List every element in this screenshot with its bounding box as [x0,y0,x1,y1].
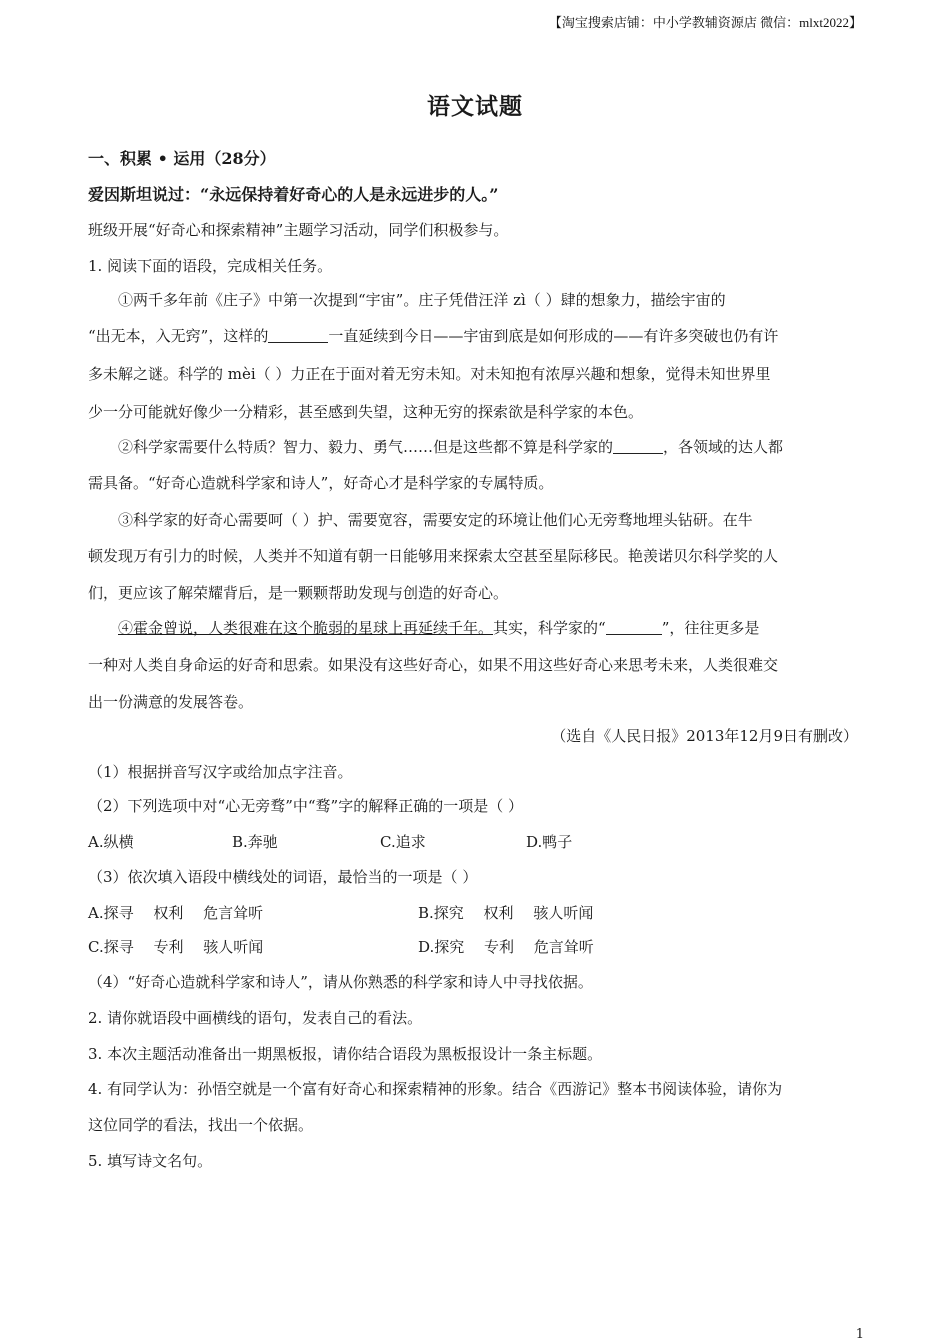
quote-line: 爱因斯坦说过：“永远保持着好奇心的人是永远进步的人。” [88,185,499,204]
para2-line1-b: ，各领域的达人都 [663,438,784,456]
para1-line4: 少一分可能就好像少一分精彩，甚至感到失望，这种无穷的探索欲是科学家的本色。 [88,403,644,421]
sub-question-4: （4）“好奇心造就科学家和诗人”，请从你熟悉的科学家和诗人中寻找依据。 [88,973,593,991]
para4-line1-b: ”，往往更多是 [661,619,760,637]
question-5: 5. 填写诗文名句。 [88,1152,213,1170]
option-2d: D.鸭子 [526,833,573,851]
para2-line1 [118,436,783,457]
question-4-line2: 这位同学的看法，找出一个依据。 [88,1116,314,1134]
para4-line2: 一种对人类自身命运的好奇和思索。如果没有这些好奇心，如果不用这些好奇心来思考未来，人类很难交 [88,656,779,674]
para4-line1 [118,617,759,638]
para3-line3: 们，更应该了解荣耀背后，是一颗颗帮助发现与创造的好奇心。 [88,584,509,602]
para3-line1: ③科学家的好奇心需要呵（ ）护、需要宽容，需要安定的环境让他们心无旁骛地埋头钻研。在牛 [118,511,753,529]
para1-line1: ①两千多年前《庄子》中第一次提到“宇宙”。庄子凭借汪洋 zì（ ）肆的想象力，描绘宇宙的 [118,291,726,309]
page-title: 语文试题 [427,93,523,120]
sub-question-3: （3）依次填入语段中横线处的词语，最恰当的一项是（ ） [88,868,478,886]
para1-line2-a: “出无本，入无窍”，这样的 [88,327,269,345]
fill-blank-2 [613,439,663,454]
sub-question-1: （1）根据拼音写汉字或给加点字注音。 [88,763,353,781]
question-1: 1. 阅读下面的语段，完成相关任务。 [88,257,333,275]
question-4-line1: 4. 有同学认为：孙悟空就是一个富有好奇心和探索精神的形象。结合《西游记》整本书阅读体验，请你为 [88,1080,783,1098]
para1-line3: 多未解之谜。科学的 mèi（ ）力正在于面对着无穷未知。对未知抱有浓厚兴趣和想象，觉得未知世界里 [88,365,771,383]
sub-question-2: （2）下列选项中对“心无旁骛”中“骛”字的解释正确的一项是（ ） [88,797,523,815]
fill-blank-3 [606,620,662,635]
question-2: 2. 请你就语段中画横线的语句，发表自己的看法。 [88,1009,423,1027]
para4-line1-a: 其实，科学家的“ [493,619,606,637]
source-citation: （选自《人民日报》2013年12月9日有删改） [551,727,858,745]
intro-line: 班级开展“好奇心和探索精神”主题学习活动，同学们积极参与。 [88,221,509,239]
page-number: 1 [855,1327,864,1342]
para2-line2: 需具备。“好奇心造就科学家和诗人”，好奇心才是科学家的专属特质。 [88,474,554,492]
section-heading: 一、积累 • 运用（28分） [88,149,276,168]
option-2b: B.奔驰 [232,833,278,851]
option-3b: B.探究 权利 骇人听闻 [418,904,594,922]
option-3a: A.探寻 权利 危言耸听 [88,904,264,922]
option-2c: C.追求 [380,833,426,851]
option-3d: D.探究 专利 危言耸听 [418,938,594,956]
question-3: 3. 本次主题活动准备出一期黑板报，请你结合语段为黑板报设计一条主标题。 [88,1045,603,1063]
para1-line2-b: 一直延续到今日——宇宙到底是如何形成的——有许多突破也仍有许 [328,327,779,345]
para1-line2 [88,325,778,346]
fill-blank-1 [268,328,328,343]
option-2a: A.纵横 [88,833,134,851]
header-ad-text: 【淘宝搜索店铺：中小学教辅资源店 微信：mlxt2022】 [548,15,862,30]
option-3c: C.探寻 专利 骇人听闻 [88,938,264,956]
underlined-sentence: ④霍金曾说，人类很难在这个脆弱的星球上再延续千年。 [118,619,494,637]
para3-line2: 顿发现万有引力的时候，人类并不知道有朝一日能够用来探索太空甚至星际移民。艳羡诺贝尔科学奖的人 [88,547,779,565]
para4-line3: 出一份满意的发展答卷。 [88,693,254,711]
para2-line1-a: ②科学家需要什么特质？智力、毅力、勇气……但是这些都不算是科学家的 [118,438,614,456]
